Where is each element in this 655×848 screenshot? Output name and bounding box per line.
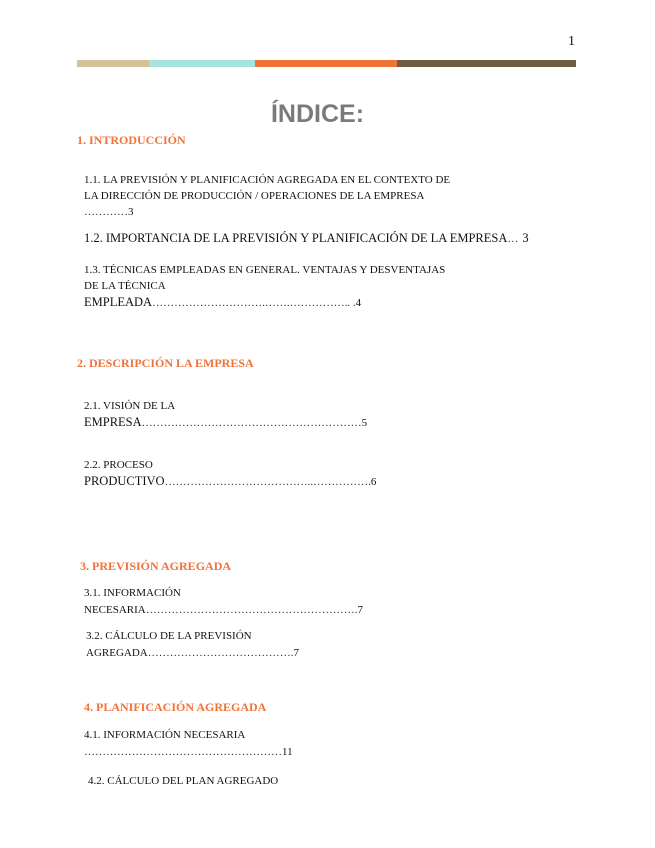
toc-entry-4-2[interactable] [88, 773, 278, 789]
toc-entry-1-1[interactable] [84, 172, 450, 220]
color-bar-segment [77, 60, 149, 67]
toc-entry-leader-line [84, 473, 376, 490]
toc-leader-dots: ……………………………………………… [84, 746, 282, 758]
toc-entry-line: DE LA TÉCNICA [84, 280, 166, 292]
toc-entry-line: AGREGADA [86, 647, 148, 659]
toc-leader-dots: …………………………………………………. [145, 604, 358, 616]
section-heading-prevision: 3. PREVISIÓN AGREGADA [80, 559, 232, 573]
toc-entry-line: LA DIRECCIÓN DE PRODUCCIÓN / OPERACIONES DE LA EMPRESA [84, 190, 425, 202]
toc-page-number: 6 [370, 476, 377, 488]
color-bar-segment [149, 60, 255, 67]
section-heading-introduccion: 1. INTRODUCCIÓN [77, 133, 186, 147]
toc-page-number: 11 [282, 746, 293, 758]
toc-leader-dots: ………………………….…….…………….. . [152, 297, 356, 309]
toc-entry-leader-line [84, 744, 293, 760]
toc-entry-line: 3.2. CÁLCULO DE LA PREVISIÓN [86, 630, 252, 642]
toc-entry-leader-line [84, 414, 367, 431]
toc-entry-line: EMPRESA [84, 415, 142, 429]
toc-leader-dots: … [507, 233, 519, 245]
toc-entry-1-2[interactable] [84, 230, 529, 247]
toc-entry-line: 3.1. INFORMACIÓN [84, 587, 181, 599]
toc-entry-2-2[interactable] [84, 457, 376, 490]
toc-entry-leader-line [86, 645, 299, 661]
header-color-bar [77, 60, 576, 67]
toc-entry-line: NECESARIA [84, 604, 146, 616]
toc-entry-line: 4.1. INFORMACIÓN NECESARIA [84, 729, 246, 741]
toc-entry-3-2[interactable] [86, 628, 299, 661]
section-heading-descripcion: 2. DESCRIPCIÓN LA EMPRESA [77, 356, 254, 370]
toc-page-number: 4 [355, 297, 362, 309]
toc-entry-line: 2.1. VISIÓN DE LA [84, 400, 176, 412]
toc-entry-line: PRODUCTIVO [84, 474, 165, 488]
toc-leader-dots: ………… [84, 206, 128, 218]
toc-entry-line: 4.2. CÁLCULO DEL PLAN AGREGADO [88, 775, 279, 787]
color-bar-segment [397, 60, 576, 67]
toc-entry-3-1[interactable] [84, 585, 363, 618]
toc-page-number: 3 [522, 231, 529, 245]
toc-entry-2-1[interactable] [84, 398, 367, 431]
toc-entry-leader-line [84, 204, 450, 220]
page-title: ÍNDICE: [270, 100, 365, 128]
color-bar-segment [255, 60, 397, 67]
toc-page-number: 7 [357, 604, 363, 616]
toc-entry-line: 1.1. LA PREVISIÓN Y PLANIFICACIÓN AGREGADA EN EL CONTEXTO DE [84, 174, 451, 186]
toc-entry-line: 2.2. PROCESO [84, 459, 153, 471]
toc-page-number: 5 [361, 417, 368, 429]
toc-entry-4-1[interactable] [84, 727, 293, 760]
section-heading-planificacion: 4. PLANIFICACIÓN AGREGADA [84, 700, 267, 714]
toc-page-number: 3 [128, 206, 134, 218]
toc-page-number: 7 [293, 647, 299, 659]
toc-entry-1-3[interactable] [84, 262, 445, 311]
toc-leader-dots: …………………………………………………… [141, 417, 362, 429]
toc-leader-dots: …………………………………. [147, 647, 294, 659]
toc-entry-line: 1.2. IMPORTANCIA DE LA PREVISIÓN Y PLANIFICACIÓN DE LA EMPRESA [84, 231, 508, 245]
toc-entry-leader-line [84, 602, 363, 618]
toc-entry-leader-line [84, 294, 445, 311]
toc-entry-line: EMPLEADA [84, 295, 153, 309]
page-number: 1 [568, 34, 575, 49]
toc-leader-dots: …………………………………..……………. [164, 476, 371, 488]
toc-entry-line: 1.3. TÉCNICAS EMPLEADAS EN GENERAL. VENTAJAS Y DESVENTAJAS [84, 264, 446, 276]
